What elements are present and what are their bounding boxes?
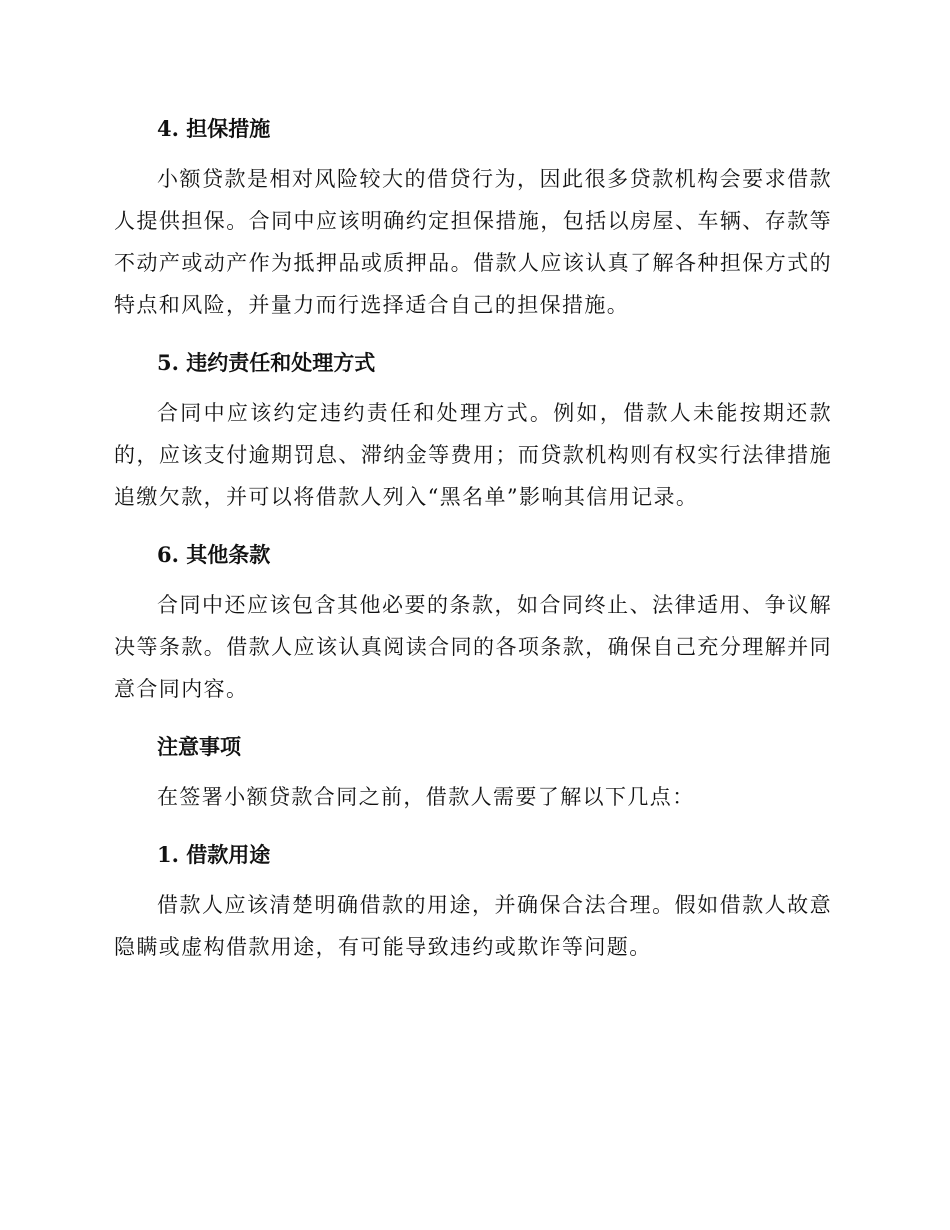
document-body [114, 108, 832, 968]
paragraph-breach: 合同中应该约定违约责任和处理方式。例如，借款人未能按期还款的，应该支付逾期罚息、滞纳金等费用；而贷款机构则有权实行法律措施追缴欠款，并可以将借款人列入“黑名单”影响其信用记录。 [114, 401, 832, 509]
paragraph-loan-purpose: 借款人应该清楚明确借款的用途，并确保合法合理。假如借款人故意隐瞒或虚构借款用途，有可能导致违约或欺诈等问题。 [114, 893, 832, 959]
section-heading-guarantee: 4. 担保措施 [157, 116, 271, 141]
paragraph-guarantee: 小额贷款是相对风险较大的借贷行为，因此很多贷款机构会要求借款人提供担保。合同中应该明确约定担保措施，包括以房屋、车辆、存款等不动产或动产作为抵押品或质押品。借款人应该认真了解各种担保方式的特点和风险，并量力而行选择适合自己的担保措施。 [114, 167, 832, 317]
paragraph-other-terms: 合同中还应该包含其他必要的条款，如合同终止、法律适用、争议解决等条款。借款人应该认真阅读合同的各项条款，确保自己充分理解并同意合同内容。 [114, 593, 832, 701]
section-heading-breach: 5. 违约责任和处理方式 [157, 350, 376, 375]
section-heading-notes: 注意事项 [157, 734, 241, 759]
section-heading-other-terms: 6. 其他条款 [157, 542, 271, 567]
paragraph-notes: 在签署小额贷款合同之前，借款人需要了解以下几点： [157, 785, 695, 809]
section-heading-loan-purpose: 1. 借款用途 [157, 842, 271, 867]
